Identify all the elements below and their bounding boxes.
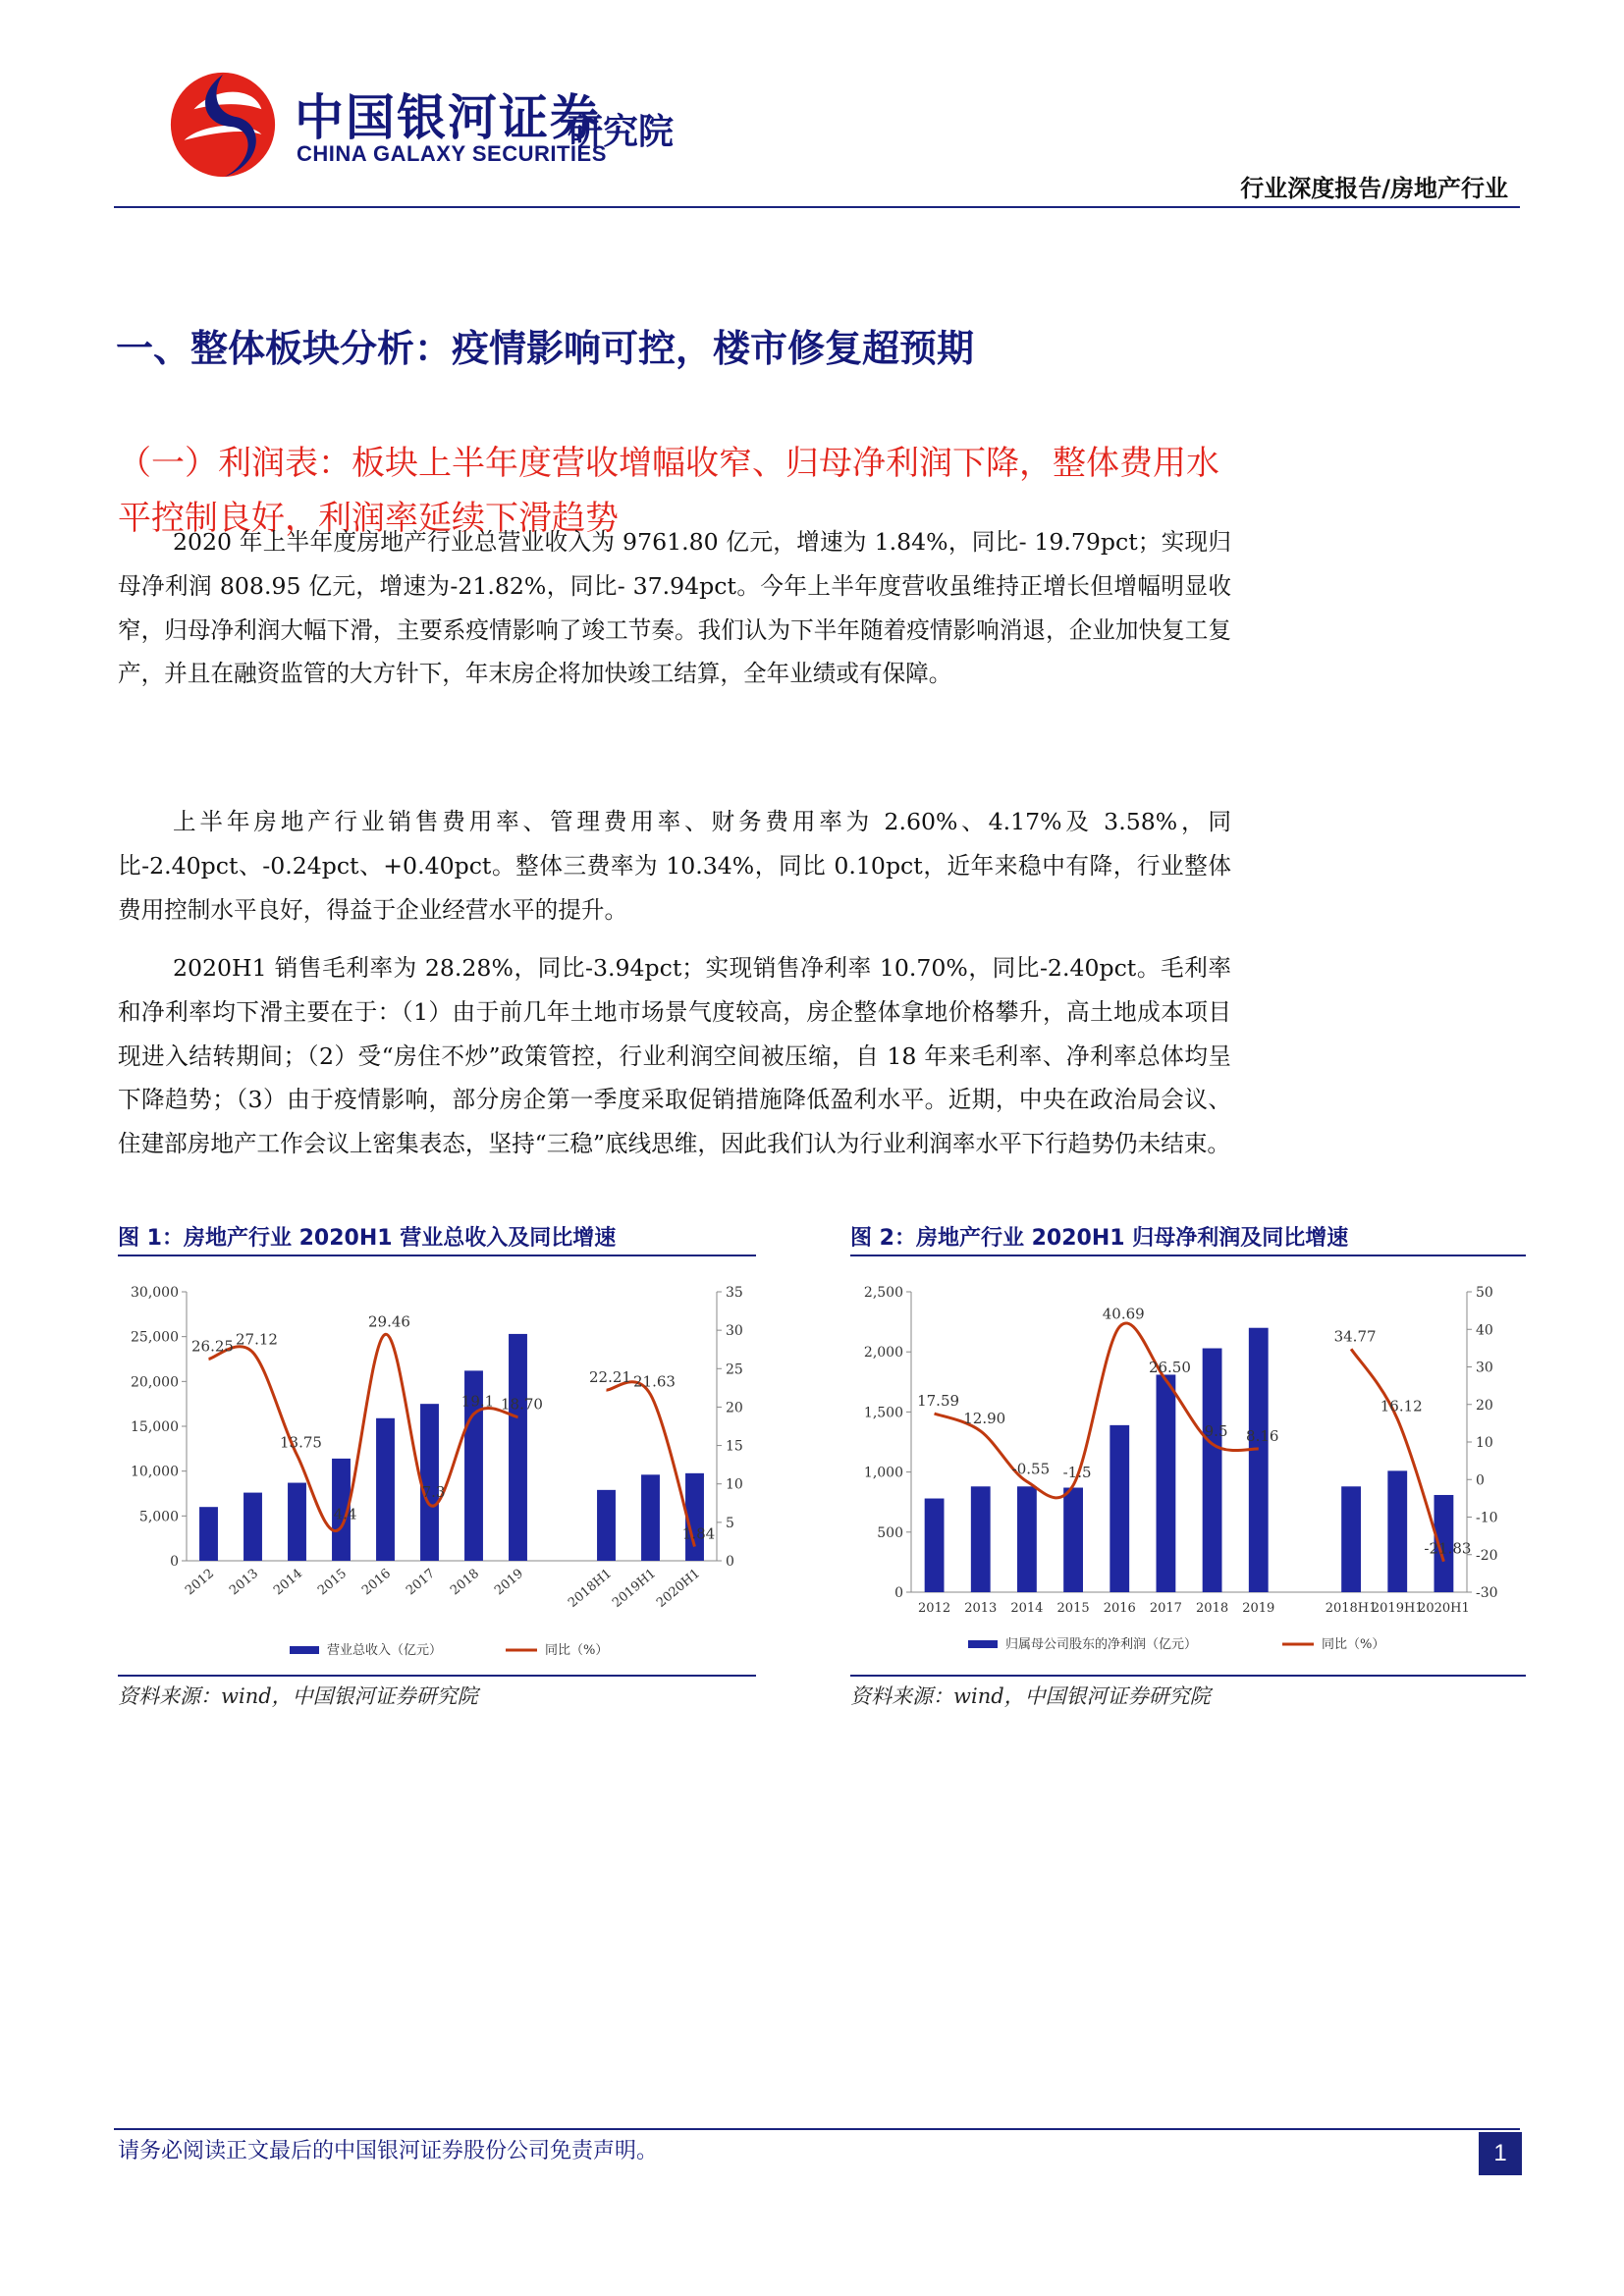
bar-2019H1: [641, 1474, 660, 1561]
right-tick-label: -20: [1476, 1547, 1498, 1564]
subsection-heading: （一）利润表：板块上半年度营收增幅收窄、归母净利润下降，整体费用水平控制良好，利润率延续下滑趋势: [118, 444, 1219, 538]
data-label-2015: -1.5: [1062, 1463, 1092, 1481]
data-label-2014: -0.55: [1011, 1460, 1051, 1478]
x-tick-label: 2015: [1056, 1601, 1090, 1616]
data-label-2018: 19.1: [460, 1392, 495, 1411]
data-label-2020H1: -21.83: [1424, 1539, 1472, 1558]
x-tick-label: 2016: [1103, 1601, 1136, 1616]
figure-2-top-rule: [850, 1255, 1526, 1256]
legend-bar-label: 归属母公司股东的净利润（亿元）: [1005, 1637, 1198, 1652]
data-label-2018H1: 34.77: [1333, 1327, 1377, 1346]
x-tick-label: 2019: [492, 1566, 527, 1599]
paragraph-margins: 2020H1 销售毛利率为 28.28%，同比-3.94pct；实现销售净利率 10.70%，同比-2.40pct。毛利率和净利率均下滑主要在于：（1）由于前几年土地市场景气度较高，房企整体拿地价格攀升，高土地成本项目现进入结转期间；（2）受“房住不炒”政策管控，行业利润空间被压缩，自 18 年来毛利率、净利率总体均呈下降趋势；（3）由于疫情影响，部分房企第一季度采取促销措施降低盈利水平。近期，中央在政治局会议、住建部房地产工作会议上密集表态，坚持“三稳”底线思维，因此我们认为行业利润率水平下行趋势仍未结束。: [118, 954, 1231, 1158]
right-tick-label: 25: [726, 1362, 743, 1378]
left-tick-label: 2,000: [863, 1345, 903, 1362]
figure-1-title: 图 1：房地产行业 2020H1 营业总收入及同比增速: [118, 1226, 617, 1251]
bar-2013: [244, 1493, 262, 1561]
x-tick-label: 2019: [1242, 1601, 1275, 1616]
logo-english-name: CHINA GALAXY SECURITIES: [297, 141, 607, 166]
x-tick-label: 2018: [1196, 1601, 1229, 1616]
bar-2015: [1063, 1488, 1083, 1592]
figure-2-chart: [840, 1260, 1528, 1673]
x-tick-label: 2014: [1010, 1601, 1044, 1616]
data-label-2020H1: 1.84: [681, 1524, 716, 1543]
x-tick-label: 2018H1: [1325, 1601, 1378, 1616]
data-label-2015: 4.4: [333, 1505, 357, 1523]
right-tick-label: 10: [726, 1476, 743, 1493]
legend-bar-swatch: [968, 1640, 998, 1648]
data-label-2013: 27.12: [236, 1330, 278, 1349]
legend-bar-label: 营业总收入（亿元）: [327, 1643, 443, 1658]
bar-2016: [1110, 1425, 1129, 1592]
company-logo: [128, 63, 756, 190]
bar-2018: [1203, 1349, 1222, 1592]
left-tick-label: 0: [894, 1585, 903, 1601]
x-tick-label: 2015: [315, 1566, 351, 1599]
right-tick-label: 20: [1476, 1397, 1493, 1414]
data-label-2013: 12.90: [963, 1409, 1006, 1427]
left-tick-label: 0: [170, 1554, 179, 1570]
right-tick-label: 10: [1476, 1435, 1493, 1451]
data-label-2012: 26.25: [191, 1337, 234, 1356]
footer-divider: [114, 2128, 1520, 2130]
data-label-2016: 40.69: [1102, 1305, 1145, 1323]
x-tick-label: 2020H1: [654, 1566, 704, 1611]
x-tick-label: 2012: [918, 1601, 951, 1616]
x-tick-label: 2014: [271, 1566, 306, 1599]
right-tick-label: 20: [726, 1400, 743, 1416]
left-tick-label: 500: [877, 1524, 903, 1541]
galaxy-logo-icon: [165, 67, 281, 183]
data-label-2019: 18.70: [501, 1395, 543, 1414]
left-tick-label: 2,500: [863, 1285, 903, 1301]
bar-2017: [1157, 1374, 1176, 1592]
legend-line-label: 同比（%）: [1322, 1637, 1385, 1652]
right-tick-label: -10: [1476, 1510, 1498, 1526]
bar-2012: [199, 1507, 218, 1561]
data-label-2017: 26.50: [1148, 1358, 1191, 1376]
data-label-2016: 29.46: [368, 1312, 410, 1331]
left-tick-label: 30,000: [131, 1285, 179, 1301]
bar-2012: [925, 1499, 945, 1592]
right-tick-label: -30: [1476, 1585, 1498, 1601]
bar-2014: [288, 1483, 306, 1561]
data-label-2019H1: 21.63: [633, 1372, 676, 1391]
right-tick-label: 0: [726, 1554, 734, 1570]
right-tick-label: 30: [1476, 1360, 1493, 1376]
left-tick-label: 15,000: [131, 1419, 179, 1435]
footer-disclaimer: 请务必阅读正文最后的中国银河证券股份公司免责声明。: [118, 2139, 659, 2163]
x-tick-label: 2013: [227, 1566, 262, 1599]
x-tick-label: 2018H1: [566, 1566, 616, 1611]
bar-2014: [1017, 1486, 1037, 1592]
legend-line-label: 同比（%）: [545, 1643, 609, 1658]
bar-2013: [971, 1486, 991, 1592]
bar-2019: [1249, 1328, 1269, 1592]
left-tick-label: 1,500: [863, 1405, 903, 1421]
section-heading: 一、整体板块分析：疫情影响可控，楼市修复超预期: [116, 327, 975, 370]
figure-2-source: 资料来源：wind，中国银河证券研究院: [850, 1684, 1211, 1708]
data-label-2012: 17.59: [917, 1391, 960, 1410]
logo-institute: 研究院: [568, 112, 675, 152]
right-tick-label: 5: [726, 1515, 734, 1531]
paragraph-revenue: 2020 年上半年度房地产行业总营业收入为 9761.80 亿元，增速为 1.84%，同比- 19.79pct；实现归母净利润 808.95 亿元，增速为-21.82%，同比- 37.94pct。今年上半年度营收虽维持正增长但增幅明显收窄，归母净利润大幅下滑，主要系疫情影响了竣工节奏。我们认为下半年随着疫情影响消退，企业加快复工复产，并且在融资监管的大方针下，年末房企将加快竣工结算，全年业绩或有保障。: [118, 528, 1231, 688]
x-tick-label: 2019H1: [610, 1566, 660, 1611]
figure-1-chart: [108, 1260, 766, 1673]
left-tick-label: 1,000: [863, 1465, 903, 1481]
x-tick-label: 2017: [1149, 1601, 1182, 1616]
x-tick-label: 2016: [359, 1566, 395, 1599]
figure-2-title: 图 2：房地产行业 2020H1 归母净利润及同比增速: [850, 1226, 1349, 1251]
left-tick-label: 5,000: [138, 1509, 179, 1525]
right-tick-label: 40: [1476, 1322, 1493, 1339]
x-tick-label: 2012: [183, 1566, 218, 1599]
bar-2019: [509, 1334, 527, 1561]
paragraph-expenses: 上半年房地产行业销售费用率、管理费用率、财务费用率为 2.60%、4.17%及 3.58%，同比-2.40pct、-0.24pct、+0.40pct。整体三费率为 10.34%，同比 0.10pct，近年来稳中有降，行业整体费用控制水平良好，得益于企业经营水平的提升。: [118, 808, 1231, 924]
data-label-2017: 7.3: [421, 1482, 446, 1501]
logo-chinese-name: 中国银河证券: [295, 89, 601, 146]
data-label-2019: 8.16: [1246, 1427, 1279, 1446]
bar-2019H1: [1387, 1470, 1407, 1592]
data-label-2018: 9.5: [1204, 1421, 1228, 1440]
x-tick-label: 2017: [404, 1566, 439, 1599]
data-label-2014: 13.75: [280, 1433, 322, 1452]
right-tick-label: 0: [1476, 1472, 1485, 1489]
header-divider: [114, 206, 1520, 208]
left-tick-label: 25,000: [131, 1329, 179, 1346]
legend-bar-swatch: [290, 1646, 319, 1654]
x-tick-label: 2020H1: [1418, 1601, 1470, 1616]
figure-1-source: 资料来源：wind，中国银河证券研究院: [118, 1684, 478, 1708]
report-type: 行业深度报告/房地产行业: [1240, 175, 1508, 202]
page-number: 1: [1479, 2132, 1522, 2175]
bar-2018H1: [1341, 1486, 1361, 1592]
bar-2016: [376, 1418, 395, 1561]
right-tick-label: 15: [726, 1438, 743, 1455]
figure-2-bottom-rule: [850, 1675, 1526, 1677]
x-tick-label: 2019H1: [1371, 1601, 1424, 1616]
data-label-2019H1: 16.12: [1380, 1397, 1423, 1415]
x-tick-label: 2013: [964, 1601, 998, 1616]
right-tick-label: 35: [726, 1285, 743, 1301]
right-tick-label: 50: [1476, 1285, 1493, 1301]
right-tick-label: 30: [726, 1323, 743, 1340]
x-tick-label: 2018: [448, 1566, 483, 1599]
left-tick-label: 20,000: [131, 1374, 179, 1391]
data-label-2018H1: 22.21: [589, 1368, 631, 1387]
bar-2018H1: [597, 1490, 616, 1561]
figure-1-top-rule: [118, 1255, 756, 1256]
figure-1-bottom-rule: [118, 1675, 756, 1677]
left-tick-label: 10,000: [131, 1464, 179, 1480]
